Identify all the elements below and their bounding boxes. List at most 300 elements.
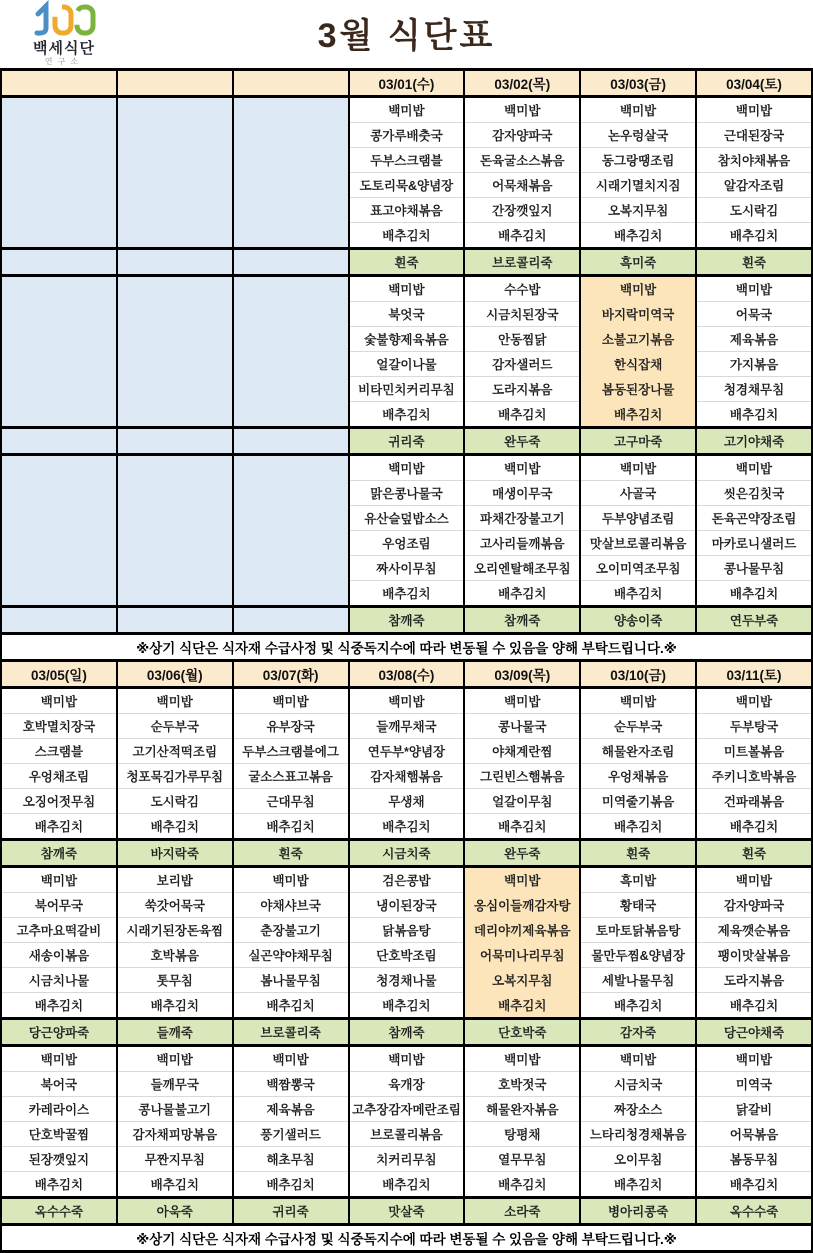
menu-cell: 청포묵김가루무침 [117,764,233,789]
menu-cell: 우엉채볶음 [580,764,696,789]
menu-cell: 백미밥 [1,688,117,714]
menu-cell: 배추김치 [580,1172,696,1198]
porridge-cell: 아욱죽 [117,1198,233,1225]
menu-cell: 백미밥 [233,1046,349,1072]
notice-row [1,1225,812,1252]
page-header [0,0,813,68]
menu-cell: 북엇국 [349,302,465,327]
empty-region-cell [233,97,349,249]
menu-cell: 도토리묵&양념장 [349,173,465,198]
porridge-cell: 소라죽 [464,1198,580,1225]
menu-cell: 배추김치 [349,814,465,840]
menu-cell: 브로콜리볶음 [349,1122,465,1147]
porridge-cell: 브로콜리죽 [233,1019,349,1046]
menu-row [1,764,812,789]
menu-cell: 배추김치 [1,814,117,840]
menu-cell: 얼갈이나물 [349,352,465,377]
menu-cell: 오복지무침 [464,968,580,993]
empty-porridge-cell [1,249,117,276]
menu-cell: 봄나물무침 [233,968,349,993]
menu-row [1,1172,812,1198]
menu-cell: 우엉채조림 [1,764,117,789]
empty-header-cell [233,70,349,97]
menu-cell: 배추김치 [580,581,696,607]
menu-cell: 숯불향제육볶음 [349,327,465,352]
menu-cell: 돈육곤약장조림 [696,506,812,531]
menu-cell: 백미밥 [580,1046,696,1072]
menu-cell: 미역줄기볶음 [580,789,696,814]
porridge-row [1,840,812,867]
menu-cell: 오징어젓무침 [1,789,117,814]
menu-cell: 배추김치 [464,223,580,249]
porridge-cell: 감자죽 [580,1019,696,1046]
menu-row [1,1122,812,1147]
menu-cell: 근대된장국 [696,123,812,148]
menu-cell: 미트볼볶음 [696,739,812,764]
menu-row [1,1097,812,1122]
menu-cell: 풍기샐러드 [233,1122,349,1147]
menu-row [1,455,812,481]
menu-cell: 흑미밥 [580,867,696,893]
menu-cell: 탕평채 [464,1122,580,1147]
date-header-row [1,661,812,688]
menu-cell: 북어무국 [1,893,117,918]
menu-cell: 백미밥 [464,1046,580,1072]
empty-porridge-cell [117,428,233,455]
menu-cell: 고추장감자메란조림 [349,1097,465,1122]
menu-cell: 어묵채볶음 [464,173,580,198]
menu-cell: 새송이볶음 [1,943,117,968]
menu-cell: 봄동된장나물 [580,377,696,402]
menu-row [1,867,812,893]
menu-cell: 해초무침 [233,1147,349,1172]
empty-porridge-cell [1,607,117,634]
porridge-cell: 흰죽 [696,249,812,276]
menu-cell: 오리엔탈해조무침 [464,556,580,581]
date-header-row [1,70,812,97]
menu-cell: 배추김치 [349,402,465,428]
empty-porridge-cell [1,428,117,455]
date-cell: 03/06(월) [117,661,233,688]
menu-cell: 단호박꿀찜 [1,1122,117,1147]
menu-cell: 배추김치 [349,1172,465,1198]
menu-cell: 연두부*양념장 [349,739,465,764]
menu-cell: 얼갈이무침 [464,789,580,814]
menu-cell: 미역국 [696,1072,812,1097]
menu-cell: 씻은김칫국 [696,481,812,506]
menu-cell: 가지볶음 [696,352,812,377]
page-title: 3월 식단표 [317,17,496,55]
empty-porridge-cell [233,249,349,276]
menu-cell: 물만두찜&양념장 [580,943,696,968]
empty-region-cell [1,97,117,249]
menu-cell: 스크램블 [1,739,117,764]
empty-region-cell [117,97,233,249]
menu-cell: 백미밥 [580,97,696,123]
menu-cell: 무생채 [349,789,465,814]
porridge-cell: 귀리죽 [233,1198,349,1225]
menu-row [1,1072,812,1097]
porridge-cell: 참깨죽 [464,607,580,634]
menu-cell: 옹심이들깨감자탕 [464,893,580,918]
menu-cell: 열무무침 [464,1147,580,1172]
menu-cell: 백미밥 [349,1046,465,1072]
menu-cell: 세발나물무침 [580,968,696,993]
menu-cell: 배추김치 [233,814,349,840]
menu-cell: 표고야채볶음 [349,198,465,223]
menu-cell: 팽이맛살볶음 [696,943,812,968]
menu-cell: 백미밥 [696,97,812,123]
menu-cell: 비타민치커리무침 [349,377,465,402]
menu-cell: 맑은콩나물국 [349,481,465,506]
porridge-row [1,249,812,276]
menu-cell: 백미밥 [696,276,812,302]
menu-cell: 배추김치 [580,223,696,249]
menu-cell: 배추김치 [464,1172,580,1198]
empty-header-cell [117,70,233,97]
menu-cell: 제육볶음 [233,1097,349,1122]
menu-row [1,789,812,814]
menu-cell: 굴소스표고볶음 [233,764,349,789]
menu-cell: 백미밥 [349,688,465,714]
porridge-cell: 옥수수죽 [696,1198,812,1225]
menu-cell: 배추김치 [117,1172,233,1198]
menu-cell: 들깨무채국 [349,714,465,739]
menu-cell: 데리야끼제육볶음 [464,918,580,943]
menu-cell: 백미밥 [233,688,349,714]
menu-cell: 한식잡채 [580,352,696,377]
notice-text: ※상기 식단은 식자재 수급사정 및 식중독지수에 따라 변동될 수 있음을 양해 부탁드립니다.※ [1,634,812,661]
menu-cell: 배추김치 [233,993,349,1019]
porridge-cell: 양송이죽 [580,607,696,634]
menu-cell: 야채샤브국 [233,893,349,918]
menu-cell: 쑥갓어묵국 [117,893,233,918]
menu-cell: 백미밥 [233,867,349,893]
menu-cell: 배추김치 [349,223,465,249]
notice-row [1,634,812,661]
menu-row [1,276,812,302]
menu-cell: 배추김치 [349,993,465,1019]
menu-cell: 느타리청경채볶음 [580,1122,696,1147]
logo-sub-text: 연구소 [44,57,84,66]
menu-cell: 도라지볶음 [696,968,812,993]
menu-cell: 감자샐러드 [464,352,580,377]
empty-porridge-cell [233,428,349,455]
menu-cell: 배추김치 [696,814,812,840]
date-cell: 03/10(금) [580,661,696,688]
menu-cell: 춘장불고기 [233,918,349,943]
menu-cell: 톳무침 [117,968,233,993]
menu-cell: 배추김치 [696,993,812,1019]
menu-cell: 백미밥 [464,455,580,481]
menu-cell: 두부탕국 [696,714,812,739]
menu-cell: 소불고기볶음 [580,327,696,352]
menu-cell: 카레라이스 [1,1097,117,1122]
menu-cell: 호박멸치장국 [1,714,117,739]
menu-cell: 백미밥 [349,276,465,302]
menu-cell: 어묵미나리무침 [464,943,580,968]
menu-cell: 순두부국 [580,714,696,739]
menu-cell: 치커리무침 [349,1147,465,1172]
empty-region-cell [233,455,349,607]
porridge-cell: 병아리콩죽 [580,1198,696,1225]
menu-cell: 해물완자조림 [580,739,696,764]
menu-row [1,814,812,840]
menu-cell: 오복지무침 [580,198,696,223]
menu-cell: 고기산적떡조림 [117,739,233,764]
menu-row [1,1046,812,1072]
menu-cell: 야채계란찜 [464,739,580,764]
menu-cell: 마카로니샐러드 [696,531,812,556]
menu-row [1,968,812,993]
menu-cell: 백미밥 [1,867,117,893]
empty-region-cell [117,455,233,607]
porridge-cell: 당근양파죽 [1,1019,117,1046]
menu-cell: 동그랑땡조림 [580,148,696,173]
menu-cell: 유부장국 [233,714,349,739]
menu-cell: 감자채피망볶음 [117,1122,233,1147]
menu-cell: 호박젓국 [464,1072,580,1097]
porridge-cell: 들깨죽 [117,1019,233,1046]
meal-plan-table [0,68,813,1253]
porridge-row [1,1198,812,1225]
menu-cell: 시래기된장돈육찜 [117,918,233,943]
porridge-cell: 완두죽 [464,840,580,867]
porridge-cell: 맛살죽 [349,1198,465,1225]
notice-text: ※상기 식단은 식자재 수급사정 및 식중독지수에 따라 변동될 수 있음을 양해 부탁드립니다.※ [1,1225,812,1252]
menu-row [1,1147,812,1172]
menu-cell: 배추김치 [1,993,117,1019]
porridge-cell: 흑미죽 [580,249,696,276]
menu-cell: 청경채무침 [696,377,812,402]
menu-cell: 보리밥 [117,867,233,893]
menu-cell: 냉이된장국 [349,893,465,918]
logo-brand-text: 백세식단 [33,40,95,57]
menu-cell: 배추김치 [696,402,812,428]
empty-porridge-cell [117,249,233,276]
menu-cell: 감자양파국 [696,893,812,918]
menu-row [1,97,812,123]
menu-cell: 배추김치 [696,1172,812,1198]
empty-region-cell [1,455,117,607]
porridge-row [1,1019,812,1046]
menu-cell: 배추김치 [696,581,812,607]
menu-cell: 배추김치 [233,1172,349,1198]
porridge-row [1,428,812,455]
menu-cell: 해물완자볶음 [464,1097,580,1122]
menu-cell: 실곤약야채무침 [233,943,349,968]
porridge-cell: 참깨죽 [1,840,117,867]
menu-row [1,993,812,1019]
date-cell: 03/11(토) [696,661,812,688]
menu-cell: 콩나물무침 [696,556,812,581]
menu-cell: 알감자조림 [696,173,812,198]
empty-region-cell [1,276,117,428]
menu-cell: 백미밥 [580,455,696,481]
menu-cell: 오이무침 [580,1147,696,1172]
porridge-cell: 시금치죽 [349,840,465,867]
porridge-cell: 옥수수죽 [1,1198,117,1225]
menu-cell: 안동찜닭 [464,327,580,352]
menu-cell: 백미밥 [117,688,233,714]
menu-cell: 배추김치 [464,993,580,1019]
menu-cell: 들깨무국 [117,1072,233,1097]
menu-cell: 짜사이무침 [349,556,465,581]
menu-cell: 두부양념조림 [580,506,696,531]
porridge-cell: 연두부죽 [696,607,812,634]
menu-cell: 감자채햄볶음 [349,764,465,789]
menu-cell: 배추김치 [580,814,696,840]
menu-cell: 콩나물불고기 [117,1097,233,1122]
menu-cell: 콩나물국 [464,714,580,739]
porridge-cell: 흰죽 [696,840,812,867]
date-cell: 03/04(토) [696,70,812,97]
porridge-cell: 바지락죽 [117,840,233,867]
menu-cell: 콩가루배춧국 [349,123,465,148]
menu-cell: 논우렁살국 [580,123,696,148]
menu-cell: 배추김치 [464,402,580,428]
menu-cell: 배추김치 [580,993,696,1019]
menu-cell: 토마토닭볶음탕 [580,918,696,943]
menu-cell: 배추김치 [117,993,233,1019]
menu-cell: 백미밥 [464,97,580,123]
date-cell: 03/03(금) [580,70,696,97]
menu-cell: 어묵볶음 [696,1122,812,1147]
menu-row [1,688,812,714]
menu-cell: 고사리들깨볶음 [464,531,580,556]
menu-cell: 짜장소스 [580,1097,696,1122]
date-cell: 03/07(화) [233,661,349,688]
menu-cell: 시래기멸치지짐 [580,173,696,198]
porridge-cell: 귀리죽 [349,428,465,455]
porridge-cell: 당근야채죽 [696,1019,812,1046]
menu-cell: 북어국 [1,1072,117,1097]
date-cell: 03/09(목) [464,661,580,688]
menu-cell: 건파래볶음 [696,789,812,814]
porridge-cell: 흰죽 [580,840,696,867]
menu-cell: 백미밥 [1,1046,117,1072]
menu-row [1,943,812,968]
empty-region-cell [233,276,349,428]
menu-cell: 두부스크램블에그 [233,739,349,764]
menu-cell: 두부스크램블 [349,148,465,173]
porridge-cell: 완두죽 [464,428,580,455]
menu-cell: 어묵국 [696,302,812,327]
porridge-row [1,607,812,634]
menu-row [1,739,812,764]
menu-cell: 감자양파국 [464,123,580,148]
menu-cell: 배추김치 [349,581,465,607]
porridge-cell: 단호박죽 [464,1019,580,1046]
menu-cell: 그린빈스햄볶음 [464,764,580,789]
menu-cell: 백미밥 [580,688,696,714]
date-cell: 03/08(수) [349,661,465,688]
menu-cell: 수수밥 [464,276,580,302]
menu-cell: 호박볶음 [117,943,233,968]
menu-cell: 백미밥 [117,1046,233,1072]
menu-cell: 육개장 [349,1072,465,1097]
menu-cell: 봄동무침 [696,1147,812,1172]
menu-cell: 배추김치 [117,814,233,840]
menu-cell: 백미밥 [696,455,812,481]
menu-cell: 맛살브로콜리볶음 [580,531,696,556]
menu-cell: 백미밥 [696,688,812,714]
menu-cell: 순두부국 [117,714,233,739]
menu-cell: 시금치된장국 [464,302,580,327]
menu-cell: 닭볶음탕 [349,918,465,943]
empty-porridge-cell [117,607,233,634]
menu-cell: 바지락미역국 [580,302,696,327]
empty-header-cell [1,70,117,97]
menu-cell: 주키니호박볶음 [696,764,812,789]
porridge-cell: 흰죽 [349,249,465,276]
menu-cell: 닭갈비 [696,1097,812,1122]
menu-row [1,893,812,918]
menu-row [1,714,812,739]
empty-porridge-cell [233,607,349,634]
menu-cell: 백미밥 [696,1046,812,1072]
menu-cell: 파채간장불고기 [464,506,580,531]
menu-cell: 근대무침 [233,789,349,814]
menu-cell: 유산슬덮밥소스 [349,506,465,531]
porridge-cell: 고기야채죽 [696,428,812,455]
menu-cell: 돈육굴소스볶음 [464,148,580,173]
menu-cell: 백미밥 [464,867,580,893]
date-cell: 03/02(목) [464,70,580,97]
empty-region-cell [117,276,233,428]
menu-cell: 도시락김 [117,789,233,814]
menu-cell: 백미밥 [349,97,465,123]
menu-cell: 시금치국 [580,1072,696,1097]
porridge-cell: 참깨죽 [349,607,465,634]
menu-cell: 황태국 [580,893,696,918]
date-cell: 03/01(수) [349,70,465,97]
menu-cell: 백미밥 [349,455,465,481]
menu-cell: 검은콩밥 [349,867,465,893]
menu-cell: 고추마요떡갈비 [1,918,117,943]
menu-cell: 참치야채볶음 [696,148,812,173]
menu-cell: 우엉조림 [349,531,465,556]
menu-cell: 간장깻잎지 [464,198,580,223]
menu-cell: 도라지볶음 [464,377,580,402]
menu-cell: 사골국 [580,481,696,506]
menu-cell: 제육깻순볶음 [696,918,812,943]
date-cell: 03/05(일) [1,661,117,688]
menu-cell: 도시락김 [696,198,812,223]
menu-cell: 백미밥 [696,867,812,893]
menu-cell: 배추김치 [1,1172,117,1198]
menu-cell: 단호박조림 [349,943,465,968]
menu-cell: 백짬뽕국 [233,1072,349,1097]
porridge-cell: 흰죽 [233,840,349,867]
menu-cell: 매생이무국 [464,481,580,506]
menu-cell: 제육볶음 [696,327,812,352]
menu-cell: 배추김치 [464,581,580,607]
porridge-cell: 고구마죽 [580,428,696,455]
menu-cell: 배추김치 [464,814,580,840]
porridge-cell: 브로콜리죽 [464,249,580,276]
porridge-cell: 참깨죽 [349,1019,465,1046]
menu-row [1,918,812,943]
menu-cell: 시금치나물 [1,968,117,993]
menu-cell: 무짠지무침 [117,1147,233,1172]
menu-cell: 백미밥 [464,688,580,714]
menu-cell: 배추김치 [580,402,696,428]
menu-cell: 된장깻잎지 [1,1147,117,1172]
menu-cell: 배추김치 [696,223,812,249]
menu-cell: 백미밥 [580,276,696,302]
menu-cell: 오이미역조무침 [580,556,696,581]
